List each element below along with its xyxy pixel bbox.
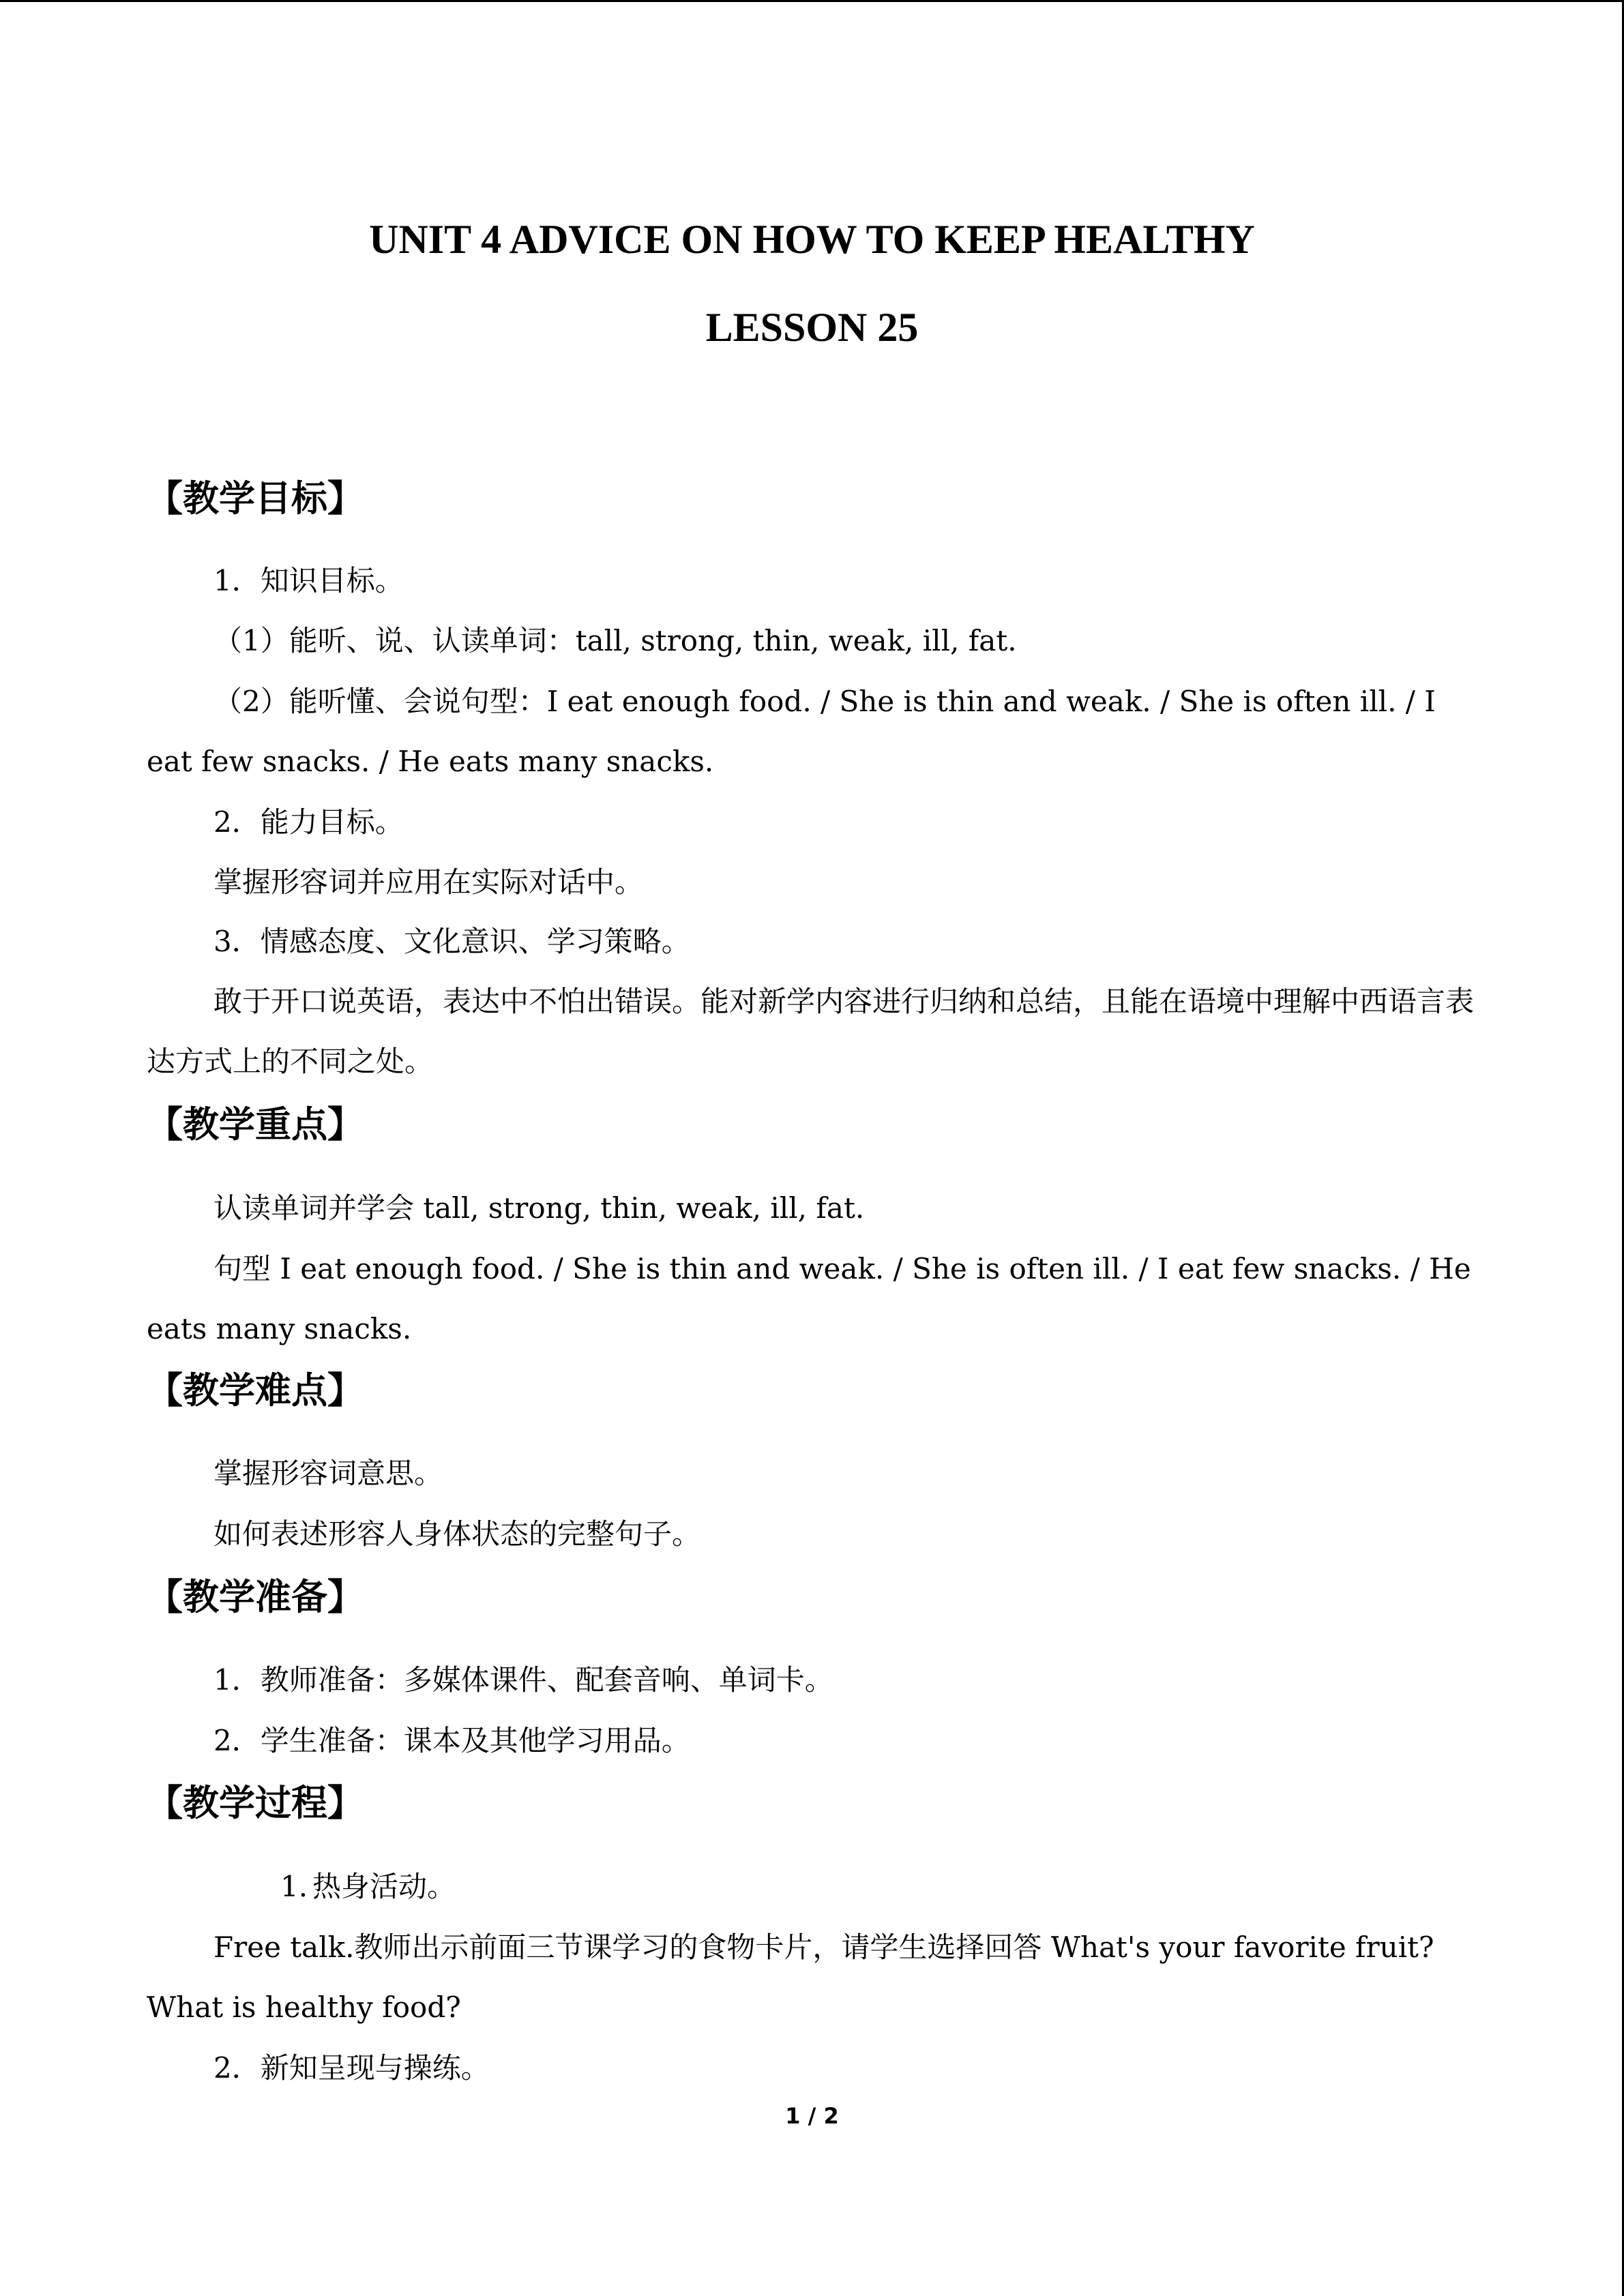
key-points-words: 认读单词并学会 tall, strong, thin, weak, ill, fat. bbox=[213, 1191, 865, 1225]
objectives-sentences: （2）能听懂、会说句型：I eat enough food. / She is thin and weak. / She is often ill. / I eat few snacks. / He eats many snacks. bbox=[147, 685, 1436, 778]
process-step-1 bbox=[147, 1857, 1480, 1917]
objectives-knowledge: 1．知识目标。 bbox=[213, 564, 404, 597]
lesson-title: LESSON 25 bbox=[705, 305, 919, 350]
process-step-1-number: 1. bbox=[280, 1870, 308, 1903]
process-step-1-text: 热身活动。 bbox=[312, 1870, 456, 1903]
process-step-2: 2．新知呈现与操练。 bbox=[213, 2051, 490, 2085]
objectives-ability-detail: 掌握形容词并应用在实际对话中。 bbox=[213, 865, 644, 899]
objectives-ability: 2．能力目标。 bbox=[213, 805, 404, 839]
preparation-students: 2．学生准备：课本及其他学习用品。 bbox=[213, 1724, 690, 1757]
objectives-attitude: 3．情感态度、文化意识、学习策略。 bbox=[213, 925, 690, 958]
preparation-teacher: 1．教师准备：多媒体课件、配套音响、单词卡。 bbox=[213, 1663, 833, 1697]
process-free-talk: Free talk.教师出示前面三节课学习的食物卡片，请学生选择回答 What's your favorite fruit? What is healthy food? bbox=[147, 1930, 1434, 2024]
page-border-top bbox=[0, 0, 1624, 2]
objectives-words: （1）能听、说、认读单词：tall, strong, thin, weak, ill, fat. bbox=[213, 624, 1017, 657]
heading-key-points: 【教学重点】 bbox=[147, 1104, 364, 1146]
difficulties-1: 掌握形容词意思。 bbox=[213, 1457, 443, 1490]
page-number: 1 / 2 bbox=[785, 2103, 839, 2129]
key-points-sentences: 句型 I eat enough food. / She is thin and weak. / She is often ill. / I eat few snacks. / He eats many snacks. bbox=[147, 1252, 1471, 1345]
difficulties-2: 如何表述形容人身体状态的完整句子。 bbox=[213, 1517, 701, 1551]
document-title: UNIT 4 ADVICE ON HOW TO KEEP HEALTHY bbox=[369, 217, 1255, 262]
heading-objectives: 【教学目标】 bbox=[147, 478, 364, 520]
objectives-attitude-detail: 敢于开口说英语，表达中不怕出错误。能对新学内容进行归纳和总结，且能在语境中理解中西语言表达方式上的不同之处。 bbox=[147, 985, 1475, 1078]
heading-process: 【教学过程】 bbox=[147, 1783, 364, 1824]
heading-difficulties: 【教学难点】 bbox=[147, 1370, 364, 1412]
heading-preparation: 【教学准备】 bbox=[147, 1577, 364, 1618]
